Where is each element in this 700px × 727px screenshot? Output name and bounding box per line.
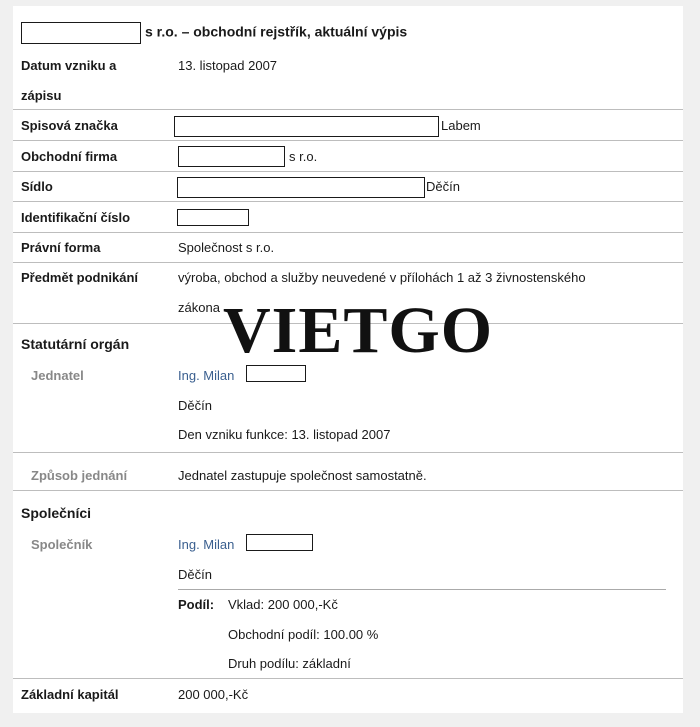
- divider: [13, 262, 683, 263]
- redacted-spisova: [174, 116, 439, 137]
- sidlo-label: Sídlo: [21, 179, 53, 194]
- podil-obchodni: Obchodní podíl: 100.00 %: [228, 627, 379, 642]
- document-title: [21, 22, 407, 44]
- redacted-sidlo: [177, 177, 425, 198]
- sidlo-suffix: Děčín: [426, 179, 460, 194]
- redacted-company-name: [21, 22, 141, 44]
- divider: [13, 201, 683, 202]
- divider: [13, 140, 683, 141]
- divider: [13, 678, 683, 679]
- kapital-value: 200 000,-Kč: [178, 687, 249, 702]
- spisova-suffix: Labem: [441, 118, 481, 133]
- redacted-firma: [178, 146, 285, 167]
- register-extract: [13, 6, 683, 713]
- zpusob-value: Jednatel zastupuje společnost samostatně.: [178, 468, 427, 483]
- spolecnici-heading: Společníci: [21, 505, 92, 521]
- jednatel-name[interactable]: Ing. Milan: [178, 368, 235, 383]
- divider: [13, 452, 683, 453]
- podil-label: Podíl:: [178, 597, 215, 612]
- statutarni-heading: Statutární orgán: [21, 336, 130, 352]
- spolecnik-city: Děčín: [178, 567, 212, 582]
- jednatel-vznik: Den vzniku funkce: 13. listopad 2007: [178, 427, 391, 442]
- watermark: VIETGO: [223, 294, 494, 367]
- jednatel-city: Děčín: [178, 398, 212, 413]
- firma-label: Obchodní firma: [21, 149, 118, 164]
- podil-druh: Druh podílu: základní: [228, 656, 351, 671]
- kapital-label: Základní kapitál: [21, 687, 119, 702]
- spolecnik-label: Společník: [31, 537, 93, 552]
- inner-divider: [178, 589, 666, 590]
- divider: [13, 109, 683, 110]
- ic-label: Identifikační číslo: [21, 210, 131, 225]
- spolecnik-name[interactable]: Ing. Milan: [178, 537, 235, 552]
- predmet-line2: zákona: [178, 300, 220, 315]
- datum-label-2: zápisu: [21, 88, 62, 103]
- datum-value: 13. listopad 2007: [178, 58, 278, 73]
- predmet-label: Předmět podnikání: [21, 270, 139, 285]
- redacted-ic: [177, 209, 249, 226]
- podil-vklad: Vklad: 200 000,-Kč: [228, 597, 338, 612]
- redacted-spolecnik-surname: [246, 534, 313, 551]
- pravni-label: Právní forma: [21, 240, 101, 255]
- divider: [13, 171, 683, 172]
- title-text: s r.o. – obchodní rejstřík, aktuální výpis: [145, 23, 408, 40]
- predmet-line1: výroba, obchod a služby neuvedené v přílohách 1 až 3 živnostenského: [178, 270, 586, 285]
- firma-suffix: s r.o.: [289, 149, 318, 164]
- pravni-value: Společnost s r.o.: [178, 240, 275, 255]
- jednatel-label: Jednatel: [31, 368, 84, 383]
- datum-label: Datum vzniku a: [21, 58, 117, 73]
- zpusob-label: Způsob jednání: [31, 468, 128, 483]
- divider: [13, 232, 683, 233]
- spisova-label: Spisová značka: [21, 118, 118, 133]
- divider: [13, 490, 683, 491]
